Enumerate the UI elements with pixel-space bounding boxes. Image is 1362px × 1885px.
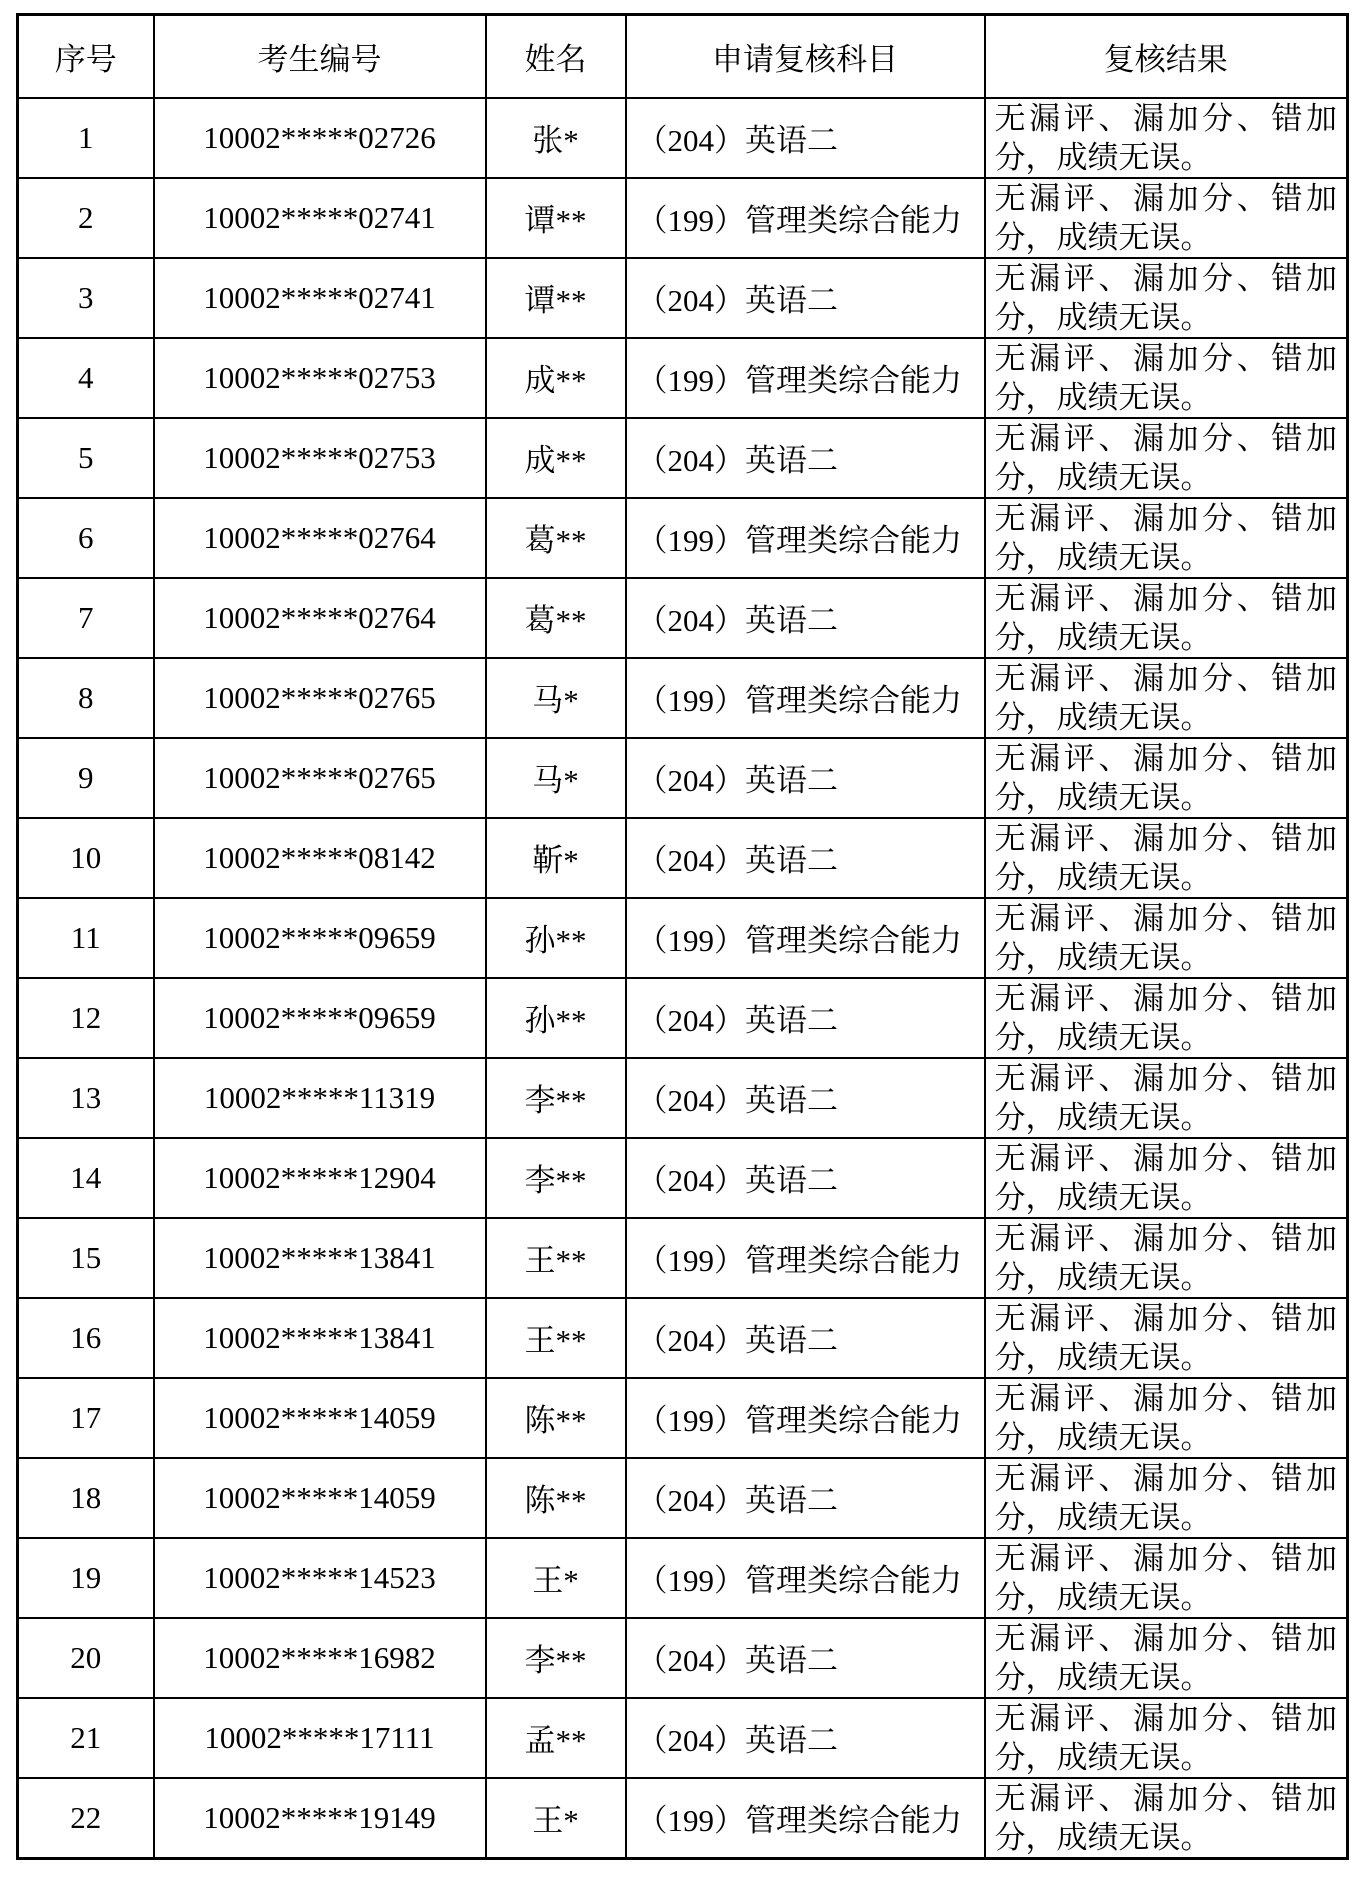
table-row: [18, 418, 1348, 498]
result-line-1: 无漏评、漏加分、错加: [994, 660, 1337, 696]
cell-candidate-id: 10002*****17111: [154, 1698, 486, 1778]
cell-subject: （204）英语二: [626, 1138, 985, 1218]
cell-name: 李**: [486, 1058, 626, 1138]
cell-result: [985, 1618, 1348, 1698]
cell-subject: （204）英语二: [626, 738, 985, 818]
result-line-1: 无漏评、漏加分、错加: [994, 1540, 1337, 1576]
header-row: [18, 15, 1348, 98]
result-line-2: 分，成绩无误。: [994, 219, 1212, 255]
header-name: 姓名: [486, 15, 626, 98]
document-page: [0, 13, 1362, 1885]
cell-candidate-id: 10002*****14059: [154, 1458, 486, 1538]
cell-candidate-id: 10002*****09659: [154, 898, 486, 978]
table-row: [18, 1138, 1348, 1218]
cell-result: [985, 258, 1348, 338]
cell-subject: （199）管理类综合能力: [626, 898, 985, 978]
cell-subject: （199）管理类综合能力: [626, 1378, 985, 1458]
result-line-2: 分，成绩无误。: [994, 539, 1212, 575]
cell-name: 王**: [486, 1218, 626, 1298]
cell-seq: 13: [18, 1058, 154, 1138]
result-line-2: 分，成绩无误。: [994, 139, 1212, 175]
cell-candidate-id: 10002*****02741: [154, 178, 486, 258]
result-line-2: 分，成绩无误。: [994, 859, 1212, 895]
result-line-1: 无漏评、漏加分、错加: [994, 1300, 1337, 1336]
result-line-2: 分，成绩无误。: [994, 1579, 1212, 1615]
cell-name: 成**: [486, 418, 626, 498]
table-row: [18, 1298, 1348, 1378]
cell-subject: （204）英语二: [626, 418, 985, 498]
cell-seq: 19: [18, 1538, 154, 1618]
cell-seq: 9: [18, 738, 154, 818]
table-row: [18, 898, 1348, 978]
cell-seq: 11: [18, 898, 154, 978]
cell-name: 靳*: [486, 818, 626, 898]
cell-seq: 10: [18, 818, 154, 898]
cell-candidate-id: 10002*****02765: [154, 658, 486, 738]
cell-candidate-id: 10002*****19149: [154, 1778, 486, 1859]
cell-name: 张*: [486, 98, 626, 178]
result-line-1: 无漏评、漏加分、错加: [994, 1620, 1337, 1656]
cell-name: 李**: [486, 1138, 626, 1218]
cell-seq: 17: [18, 1378, 154, 1458]
cell-name: 王**: [486, 1298, 626, 1378]
cell-result: [985, 98, 1348, 178]
cell-seq: 14: [18, 1138, 154, 1218]
cell-seq: 21: [18, 1698, 154, 1778]
result-line-1: 无漏评、漏加分、错加: [994, 1700, 1337, 1736]
cell-name: 谭**: [486, 178, 626, 258]
cell-seq: 20: [18, 1618, 154, 1698]
cell-seq: 4: [18, 338, 154, 418]
cell-name: 葛**: [486, 498, 626, 578]
cell-result: [985, 178, 1348, 258]
cell-subject: （204）英语二: [626, 1618, 985, 1698]
cell-name: 王*: [486, 1538, 626, 1618]
cell-seq: 18: [18, 1458, 154, 1538]
result-line-2: 分，成绩无误。: [994, 619, 1212, 655]
table-row: [18, 1378, 1348, 1458]
cell-name: 成**: [486, 338, 626, 418]
result-line-2: 分，成绩无误。: [994, 1499, 1212, 1535]
result-line-2: 分，成绩无误。: [994, 1819, 1212, 1855]
cell-candidate-id: 10002*****02764: [154, 498, 486, 578]
cell-candidate-id: 10002*****13841: [154, 1298, 486, 1378]
table-row: [18, 1218, 1348, 1298]
cell-seq: 15: [18, 1218, 154, 1298]
result-line-2: 分，成绩无误。: [994, 1739, 1212, 1775]
table-row: [18, 258, 1348, 338]
table-row: [18, 1058, 1348, 1138]
cell-name: 陈**: [486, 1458, 626, 1538]
cell-result: [985, 658, 1348, 738]
table-row: [18, 978, 1348, 1058]
result-line-1: 无漏评、漏加分、错加: [994, 260, 1337, 296]
cell-candidate-id: 10002*****11319: [154, 1058, 486, 1138]
header-subject: 申请复核科目: [626, 15, 985, 98]
table-row: [18, 738, 1348, 818]
table-row: [18, 658, 1348, 738]
cell-subject: （204）英语二: [626, 1058, 985, 1138]
cell-seq: 16: [18, 1298, 154, 1378]
cell-result: [985, 1698, 1348, 1778]
result-line-1: 无漏评、漏加分、错加: [994, 100, 1337, 136]
cell-result: [985, 498, 1348, 578]
table-row: [18, 498, 1348, 578]
cell-result: [985, 738, 1348, 818]
table-row: [18, 1538, 1348, 1618]
result-line-2: 分，成绩无误。: [994, 939, 1212, 975]
result-line-2: 分，成绩无误。: [994, 1019, 1212, 1055]
cell-candidate-id: 10002*****16982: [154, 1618, 486, 1698]
cell-result: [985, 1378, 1348, 1458]
cell-candidate-id: 10002*****14523: [154, 1538, 486, 1618]
cell-result: [985, 1058, 1348, 1138]
cell-seq: 1: [18, 98, 154, 178]
cell-subject: （199）管理类综合能力: [626, 498, 985, 578]
result-line-2: 分，成绩无误。: [994, 299, 1212, 335]
cell-subject: （204）英语二: [626, 978, 985, 1058]
table-row: [18, 1778, 1348, 1859]
result-line-1: 无漏评、漏加分、错加: [994, 740, 1337, 776]
result-line-2: 分，成绩无误。: [994, 1179, 1212, 1215]
cell-result: [985, 978, 1348, 1058]
cell-subject: （204）英语二: [626, 258, 985, 338]
cell-name: 李**: [486, 1618, 626, 1698]
table-row: [18, 818, 1348, 898]
cell-candidate-id: 10002*****12904: [154, 1138, 486, 1218]
cell-subject: （204）英语二: [626, 1458, 985, 1538]
result-line-1: 无漏评、漏加分、错加: [994, 1780, 1337, 1816]
result-line-2: 分，成绩无误。: [994, 1259, 1212, 1295]
cell-subject: （204）英语二: [626, 818, 985, 898]
cell-subject: （199）管理类综合能力: [626, 1538, 985, 1618]
cell-seq: 5: [18, 418, 154, 498]
result-line-1: 无漏评、漏加分、错加: [994, 1060, 1337, 1096]
result-line-1: 无漏评、漏加分、错加: [994, 420, 1337, 456]
cell-result: [985, 338, 1348, 418]
result-line-2: 分，成绩无误。: [994, 779, 1212, 815]
cell-candidate-id: 10002*****09659: [154, 978, 486, 1058]
cell-result: [985, 418, 1348, 498]
cell-candidate-id: 10002*****14059: [154, 1378, 486, 1458]
cell-name: 葛**: [486, 578, 626, 658]
cell-subject: （199）管理类综合能力: [626, 178, 985, 258]
cell-candidate-id: 10002*****02726: [154, 98, 486, 178]
table-row: [18, 578, 1348, 658]
cell-candidate-id: 10002*****02741: [154, 258, 486, 338]
cell-seq: 22: [18, 1778, 154, 1859]
result-line-1: 无漏评、漏加分、错加: [994, 180, 1337, 216]
cell-subject: （204）英语二: [626, 1698, 985, 1778]
result-line-2: 分，成绩无误。: [994, 1659, 1212, 1695]
cell-seq: 7: [18, 578, 154, 658]
cell-result: [985, 898, 1348, 978]
cell-subject: （199）管理类综合能力: [626, 338, 985, 418]
cell-seq: 3: [18, 258, 154, 338]
result-line-1: 无漏评、漏加分、错加: [994, 580, 1337, 616]
result-line-1: 无漏评、漏加分、错加: [994, 820, 1337, 856]
result-line-2: 分，成绩无误。: [994, 1099, 1212, 1135]
result-line-2: 分，成绩无误。: [994, 1419, 1212, 1455]
cell-seq: 8: [18, 658, 154, 738]
cell-candidate-id: 10002*****02765: [154, 738, 486, 818]
cell-candidate-id: 10002*****02753: [154, 418, 486, 498]
table-header: [18, 15, 1348, 98]
result-line-2: 分，成绩无误。: [994, 699, 1212, 735]
cell-seq: 6: [18, 498, 154, 578]
cell-name: 马*: [486, 658, 626, 738]
cell-subject: （204）英语二: [626, 578, 985, 658]
cell-subject: （199）管理类综合能力: [626, 1218, 985, 1298]
cell-subject: （199）管理类综合能力: [626, 658, 985, 738]
result-line-1: 无漏评、漏加分、错加: [994, 500, 1337, 536]
cell-name: 谭**: [486, 258, 626, 338]
result-line-1: 无漏评、漏加分、错加: [994, 1380, 1337, 1416]
result-line-1: 无漏评、漏加分、错加: [994, 1220, 1337, 1256]
cell-result: [985, 1778, 1348, 1859]
cell-name: 孙**: [486, 898, 626, 978]
header-result: 复核结果: [985, 15, 1348, 98]
cell-name: 王*: [486, 1778, 626, 1859]
table-body: [18, 98, 1348, 1859]
table-row: [18, 1618, 1348, 1698]
cell-subject: （199）管理类综合能力: [626, 1778, 985, 1859]
table-row: [18, 338, 1348, 418]
result-line-2: 分，成绩无误。: [994, 459, 1212, 495]
cell-result: [985, 1218, 1348, 1298]
table-row: [18, 1698, 1348, 1778]
cell-result: [985, 1458, 1348, 1538]
cell-result: [985, 1538, 1348, 1618]
result-line-2: 分，成绩无误。: [994, 1339, 1212, 1375]
result-line-1: 无漏评、漏加分、错加: [994, 980, 1337, 1016]
cell-result: [985, 578, 1348, 658]
cell-candidate-id: 10002*****08142: [154, 818, 486, 898]
cell-name: 马*: [486, 738, 626, 818]
score-review-table: [16, 13, 1349, 1860]
cell-candidate-id: 10002*****13841: [154, 1218, 486, 1298]
cell-result: [985, 1298, 1348, 1378]
cell-result: [985, 818, 1348, 898]
result-line-1: 无漏评、漏加分、错加: [994, 1460, 1337, 1496]
result-line-1: 无漏评、漏加分、错加: [994, 1140, 1337, 1176]
table-row: [18, 178, 1348, 258]
result-line-1: 无漏评、漏加分、错加: [994, 900, 1337, 936]
cell-candidate-id: 10002*****02753: [154, 338, 486, 418]
cell-result: [985, 1138, 1348, 1218]
cell-name: 孟**: [486, 1698, 626, 1778]
cell-name: 陈**: [486, 1378, 626, 1458]
header-candidate-id: 考生编号: [154, 15, 486, 98]
cell-subject: （204）英语二: [626, 1298, 985, 1378]
table-row: [18, 1458, 1348, 1538]
cell-subject: （204）英语二: [626, 98, 985, 178]
cell-candidate-id: 10002*****02764: [154, 578, 486, 658]
result-line-1: 无漏评、漏加分、错加: [994, 340, 1337, 376]
cell-seq: 2: [18, 178, 154, 258]
cell-name: 孙**: [486, 978, 626, 1058]
result-line-2: 分，成绩无误。: [994, 379, 1212, 415]
header-seq: 序号: [18, 15, 154, 98]
table-row: [18, 98, 1348, 178]
cell-seq: 12: [18, 978, 154, 1058]
